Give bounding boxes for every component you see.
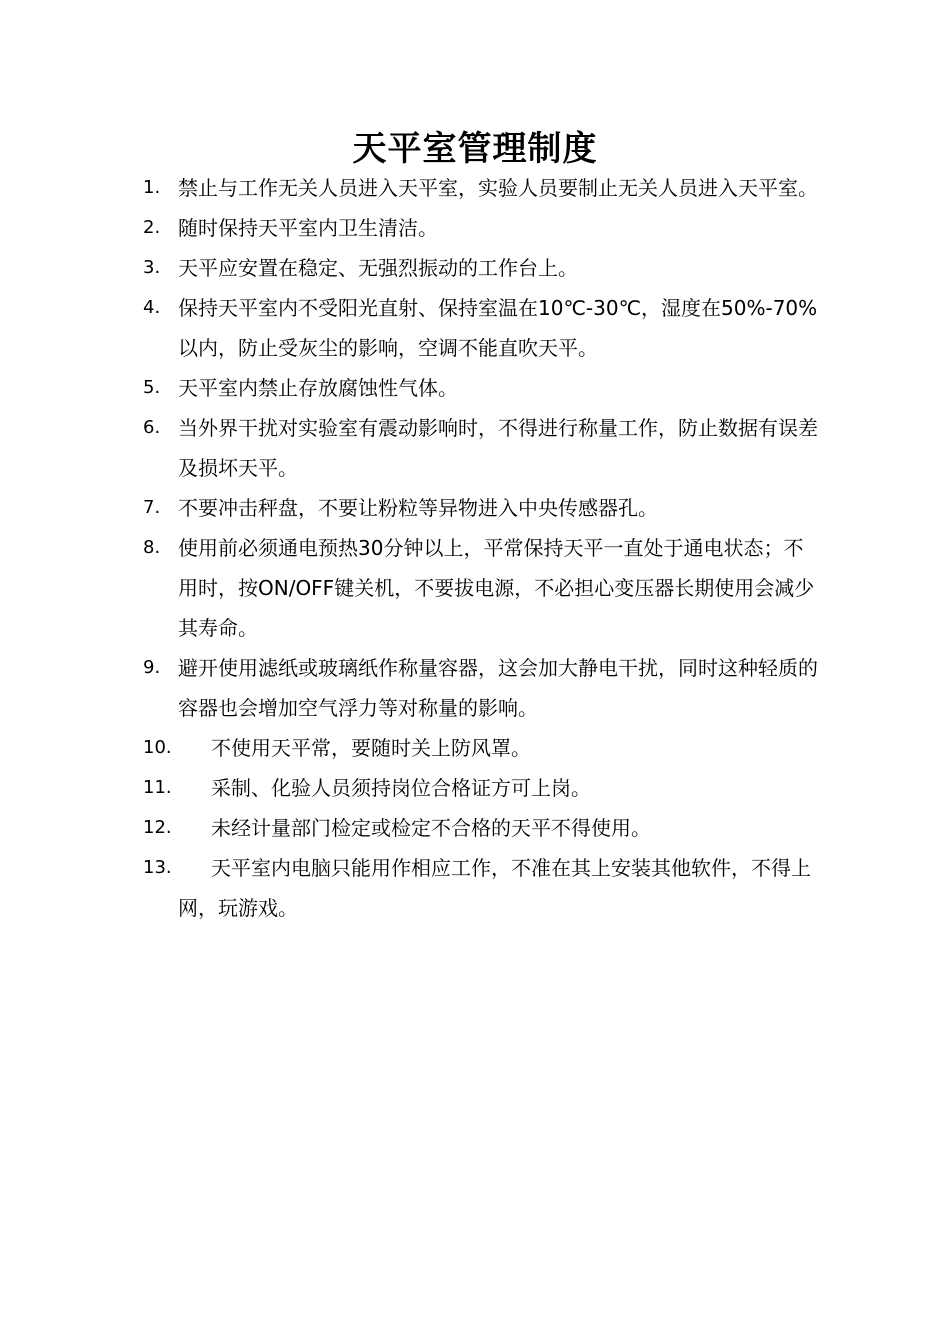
rule-text: 采制、化验人员须持岗位合格证方可上岗。 — [211, 776, 591, 800]
rule-text: 天平室内禁止存放腐蚀性气体。 — [178, 376, 458, 400]
list-item — [143, 208, 823, 248]
rule-text: 避开使用滤纸或玻璃纸作称量容器，这会加大静电干扰，同时这种轻质的容器也会增加空气浮力等对称量的影响。 — [178, 656, 818, 720]
rule-number: 12. — [143, 817, 172, 838]
rule-number: 3. — [143, 257, 161, 278]
rule-text: 当外界干扰对实验室有震动影响时，不得进行称量工作，防止数据有误差及损坏天平。 — [178, 416, 818, 480]
list-item — [143, 168, 823, 208]
rule-text: 随时保持天平室内卫生清洁。 — [178, 216, 438, 240]
rule-number: 6. — [143, 417, 161, 438]
rule-number: 9. — [143, 657, 161, 678]
rule-text: 使用前必须通电预热30分钟以上，平常保持天平一直处于通电状态；不用时，按ON/OFF键关机，不要拔电源，不必担心变压器长期使用会减少其寿命。 — [178, 536, 815, 640]
rule-number: 4. — [143, 297, 161, 318]
list-item — [143, 848, 823, 928]
rule-text: 不要冲击秤盘，不要让粉粒等异物进入中央传感器孔。 — [178, 496, 658, 520]
rule-text: 天平室内电脑只能用作相应工作，不准在其上安装其他软件，不得上网，玩游戏。 — [178, 856, 811, 920]
list-item — [143, 248, 823, 288]
rule-number: 7. — [143, 497, 161, 518]
list-item — [143, 728, 823, 768]
rule-number: 8. — [143, 537, 161, 558]
rule-number: 2. — [143, 217, 161, 238]
list-item — [143, 528, 823, 648]
rule-text: 天平应安置在稳定、无强烈振动的工作台上。 — [178, 256, 578, 280]
page-title: 天平室管理制度 — [352, 129, 598, 169]
rule-text: 未经计量部门检定或检定不合格的天平不得使用。 — [211, 816, 651, 840]
list-item — [143, 648, 823, 728]
rule-number: 11. — [143, 777, 172, 798]
list-item — [143, 288, 823, 368]
list-item — [143, 368, 823, 408]
rule-number: 13. — [143, 857, 172, 878]
rule-list — [143, 168, 823, 928]
list-item — [143, 408, 823, 488]
rule-number: 10. — [143, 737, 172, 758]
rule-number: 5. — [143, 377, 161, 398]
list-item — [143, 768, 823, 808]
rule-text: 不使用天平常，要随时关上防风罩。 — [211, 736, 531, 760]
list-item — [143, 808, 823, 848]
rule-text: 禁止与工作无关人员进入天平室，实验人员要制止无关人员进入天平室。 — [178, 176, 818, 200]
rule-number: 1. — [143, 177, 161, 198]
rule-text: 保持天平室内不受阳光直射、保持室温在10℃-30℃，湿度在50%-70%以内，防止受灰尘的影响，空调不能直吹天平。 — [178, 296, 818, 360]
list-item — [143, 488, 823, 528]
